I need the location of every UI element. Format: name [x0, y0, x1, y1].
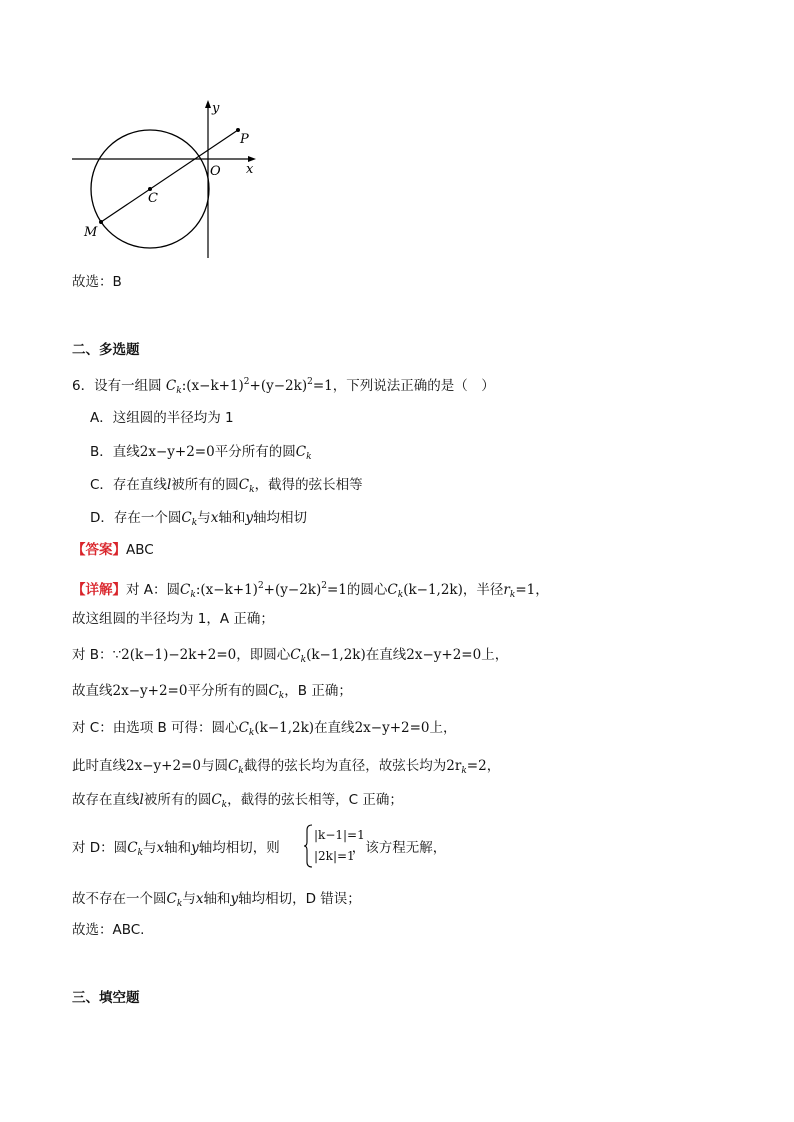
solution-line-6 — [72, 756, 500, 781]
math-2r: 2r — [446, 758, 462, 774]
math-c: C — [166, 891, 177, 907]
math-line-eq: 2x−y+2=0 — [139, 444, 215, 460]
solution-line-1 — [72, 576, 549, 605]
math-eq-part3: =1 — [326, 582, 347, 598]
math-center: (k−1,2k) — [306, 647, 366, 663]
solution-line-7 — [72, 790, 403, 815]
math-c: C — [290, 647, 301, 663]
math-sup: 2 — [321, 581, 327, 591]
system-eq-2: |2k|=1 — [314, 849, 355, 863]
solution-line-8 — [72, 838, 446, 863]
section-title-multi-choice: 二、多选题 — [72, 342, 140, 358]
math-c: C — [165, 378, 177, 394]
text: 上， — [481, 647, 509, 663]
text: 对 B： — [72, 647, 113, 663]
option-d-text2: 与 — [197, 510, 211, 526]
system-eq-1: |k−1|=1 — [314, 828, 365, 842]
stem-text-end: ，下列说法正确的是（ ） — [332, 378, 495, 394]
math-sub-k: k — [248, 728, 255, 738]
math-sub-k: k — [238, 766, 244, 776]
text: ，截得的弦长相等，C 正确； — [227, 792, 403, 808]
option-d — [90, 508, 307, 533]
text: 对 D：圆 — [72, 840, 128, 856]
text: ，半径 — [462, 582, 504, 598]
math-eq-part1: :(x−k+1) — [195, 582, 258, 598]
solution-line-5 — [72, 718, 457, 743]
text: 故不存在一个圆 — [72, 891, 167, 907]
text: 轴均相切，则 — [198, 840, 280, 856]
coordinate-figure — [68, 98, 268, 263]
math-l: l — [139, 792, 144, 808]
math-c: C — [295, 444, 307, 460]
text: 截得的弦长均为直径，故弦长均为 — [243, 758, 447, 774]
math-sup: 2 — [307, 377, 313, 387]
math-line-eq: 2x−y+2=0 — [354, 720, 430, 736]
math-y: y — [191, 840, 199, 856]
question-number: 6． — [72, 378, 95, 394]
text: 被所有的圆 — [143, 792, 212, 808]
solution-tag: 【详解】 — [72, 582, 126, 598]
math-sub-k: k — [176, 899, 183, 909]
text: 对 C：由选项 B 可得：圆心 — [72, 720, 239, 736]
math-line-eq: 2x−y+2=0 — [406, 647, 482, 663]
math-r-value: =1 — [515, 582, 536, 598]
math-c: C — [238, 477, 250, 493]
math-sub-k: k — [397, 590, 404, 600]
y-axis-arrow-icon — [205, 100, 211, 108]
text: 平分所有的圆 — [187, 683, 269, 699]
text: 此时直线 — [72, 758, 126, 774]
solution-line-4 — [72, 681, 352, 706]
text: 与 — [182, 891, 196, 907]
math-y: y — [230, 891, 239, 907]
text: ，即圆心 — [236, 647, 291, 663]
solution-line-3 — [72, 645, 508, 670]
math-eq-2: =2 — [466, 758, 487, 774]
point-m — [99, 220, 103, 224]
math-sub-k: k — [249, 485, 255, 495]
math-line-eq: 2x−y+2=0 — [126, 758, 201, 774]
label-o: O — [210, 164, 221, 179]
option-d-text: D．存在一个圆 — [90, 510, 182, 526]
option-c-text2: 被所有的圆 — [171, 477, 239, 493]
text: ，B 正确； — [284, 683, 352, 699]
math-expr: ∵2(k−1)−2k+2=0 — [112, 647, 237, 663]
text: 轴和 — [203, 891, 231, 907]
math-sub-k: k — [191, 518, 198, 528]
math-sub-k: k — [190, 590, 196, 600]
text: 轴均相切，D 错误； — [238, 891, 361, 907]
text: 在直线 — [314, 720, 355, 736]
text: 故直线 — [72, 683, 113, 699]
math-y: y — [245, 510, 253, 526]
stem-text: 设有一组圆 — [94, 378, 162, 394]
math-center: (k−1,2k) — [254, 720, 315, 736]
math-sup: 2 — [257, 581, 264, 591]
math-c: C — [181, 510, 192, 526]
text: 的圆心 — [346, 582, 388, 598]
label-y: y — [212, 101, 220, 116]
math-c: C — [268, 683, 279, 699]
solution-line-9 — [72, 889, 361, 914]
math-sub-k: k — [509, 590, 516, 600]
text: 上， — [429, 720, 457, 736]
option-b — [90, 442, 312, 467]
math-c: C — [211, 792, 222, 808]
text: 对 A：圆 — [126, 582, 181, 598]
prev-answer: 故选：B — [72, 274, 122, 290]
label-x: x — [246, 162, 254, 177]
math-eq-part2: +(y−2k) — [263, 582, 322, 598]
math-x: x — [210, 510, 219, 526]
text: ，该方程无解， — [351, 840, 447, 856]
option-c-text: C．存在直线 — [90, 477, 167, 493]
math-sub-k: k — [300, 655, 307, 665]
math-sup: 2 — [243, 377, 250, 387]
math-x: x — [195, 891, 204, 907]
math-eq-part1: :(x−k+1) — [181, 378, 244, 394]
section-title-fill-blank: 三、填空题 — [72, 990, 140, 1006]
math-c: C — [227, 758, 239, 774]
math-sub-k: k — [176, 386, 182, 396]
math-sub-k: k — [306, 452, 312, 462]
option-c — [90, 475, 363, 500]
option-b-text: B．直线 — [90, 444, 140, 460]
math-line-eq: 2x−y+2=0 — [112, 683, 188, 699]
label-p: P — [240, 132, 249, 147]
option-c-text3: ，截得的弦长相等 — [254, 477, 363, 493]
text: 轴和 — [164, 840, 192, 856]
text: 故存在直线 — [72, 792, 140, 808]
math-sub-k: k — [461, 766, 467, 776]
math-eq-part3: =1 — [312, 378, 333, 394]
system-brace-icon — [303, 824, 313, 868]
math-c: C — [180, 582, 191, 598]
answer-line — [72, 540, 154, 560]
math-center: (k−1,2k) — [403, 582, 463, 598]
label-c: C — [148, 191, 158, 206]
option-d-text3: 轴和 — [218, 510, 246, 526]
math-eq-part2: +(y−2k) — [249, 378, 308, 394]
solution-line-2: 故这组圆的半径均为 1，A 正确； — [72, 611, 274, 627]
text: ， — [486, 758, 501, 774]
text: 与 — [143, 840, 157, 856]
option-a: A．这组圆的半径均为 1 — [90, 410, 234, 426]
text: 与圆 — [200, 758, 228, 774]
option-d-text4: 轴均相切 — [252, 510, 307, 526]
math-l: l — [166, 477, 172, 493]
math-x: x — [156, 840, 165, 856]
math-r: r — [503, 582, 510, 598]
math-c: C — [387, 582, 398, 598]
question-6-stem — [72, 372, 495, 401]
option-b-text2: 平分所有的圆 — [214, 444, 296, 460]
label-m: M — [84, 225, 98, 240]
math-c: C — [238, 720, 249, 736]
math-sub-k: k — [137, 848, 143, 858]
math-sub-k: k — [278, 691, 285, 701]
text: ， — [535, 582, 549, 598]
math-c: C — [127, 840, 138, 856]
answer-tag: 【答案】 — [72, 542, 126, 558]
text: 在直线 — [365, 647, 407, 663]
solution-line-10: 故选：ABC. — [72, 922, 145, 938]
math-sub-k: k — [221, 800, 228, 810]
answer-value: ABC — [126, 542, 154, 558]
